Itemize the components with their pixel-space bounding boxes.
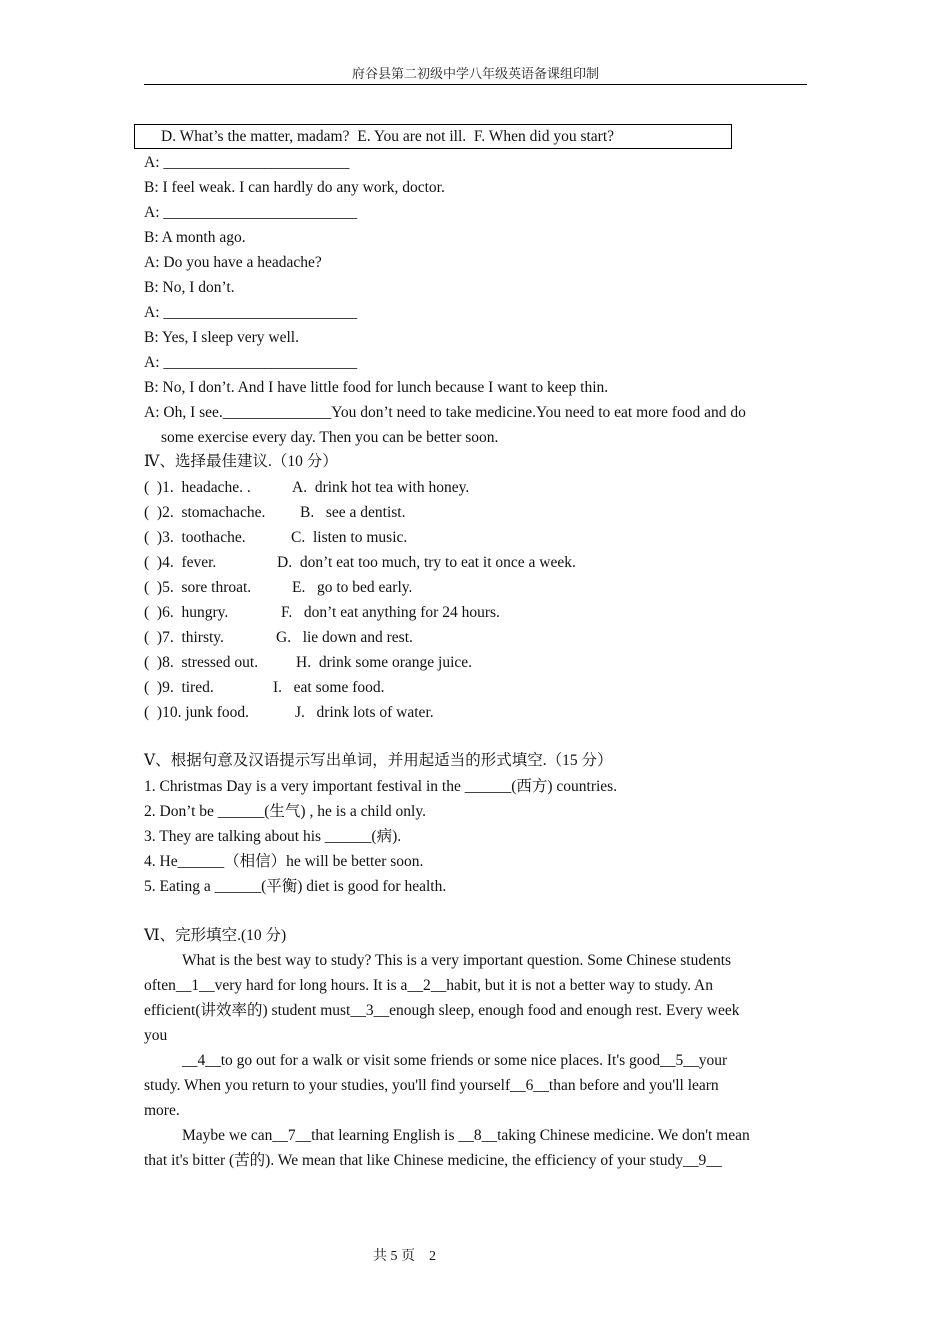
- match-question: ( )10. junk food.: [144, 704, 250, 721]
- fill-item: 5. Eating a ______(平衡) diet is good for health.: [144, 878, 447, 895]
- match-answer: F. don’t eat anything for 24 hours.: [281, 604, 500, 621]
- dialogue-options-box: D. What’s the matter, madam? E. You are not ill. F. When did you start?: [134, 124, 732, 149]
- section4-title: Ⅳ、选择最佳建议.（10 分）: [144, 453, 338, 470]
- match-answer: H. drink some orange juice.: [296, 654, 473, 671]
- dialogue-line: A: _________________________: [144, 204, 358, 221]
- cloze-line: __4__to go out for a walk or visit some friends or some nice places. It's good__5__your: [182, 1052, 728, 1069]
- cloze-line: more.: [144, 1102, 180, 1119]
- match-question: ( )6. hungry.: [144, 604, 229, 621]
- fill-item: 2. Don’t be ______(生气) , he is a child only.: [144, 803, 426, 820]
- match-answer: I. eat some food.: [273, 679, 385, 696]
- dialogue-line: A: _________________________: [144, 304, 358, 321]
- dialogue-line: A: _________________________: [144, 354, 358, 371]
- cloze-line: study. When you return to your studies, you'll find yourself__6__than before and you'll learn: [144, 1077, 719, 1094]
- match-answer: D. don’t eat too much, try to eat it once a week.: [277, 554, 576, 571]
- dialogue-line: some exercise every day. Then you can be better soon.: [161, 429, 499, 446]
- cloze-line: Maybe we can__7__that learning English is __8__taking Chinese medicine. We don't mean: [182, 1127, 750, 1144]
- match-answer: B. see a dentist.: [300, 504, 406, 521]
- match-question: ( )5. sore throat.: [144, 579, 252, 596]
- section5-title: Ⅴ、根据句意及汉语提示写出单词，并用起适当的形式填空.（15 分）: [144, 752, 613, 769]
- dialogue-line: B: I feel weak. I can hardly do any work, doctor.: [144, 179, 445, 196]
- fill-item: 4. He______（相信）he will be better soon.: [144, 853, 424, 870]
- match-answer: A. drink hot tea with honey.: [292, 479, 470, 496]
- cloze-line: that it's bitter (苦的). We mean that like Chinese medicine, the efficiency of your study__9__: [144, 1152, 722, 1169]
- match-answer: G. lie down and rest.: [276, 629, 413, 646]
- match-question: ( )9. tired.: [144, 679, 214, 696]
- cloze-line: you: [144, 1027, 168, 1044]
- dialogue-line: A: ________________________: [144, 154, 350, 171]
- dialogue-line: A: Do you have a headache?: [144, 254, 322, 271]
- dialogue-line: A: Oh, I see.______________You don’t need to take medicine.You need to eat more food and do: [144, 404, 746, 421]
- fill-item: 3. They are talking about his ______(病).: [144, 828, 402, 845]
- match-question: ( )1. headache. .: [144, 479, 251, 496]
- match-answer: E. go to bed early.: [292, 579, 413, 596]
- match-answer: C. listen to music.: [291, 529, 408, 546]
- match-question: ( )3. toothache.: [144, 529, 246, 546]
- cloze-line: What is the best way to study? This is a very important question. Some Chinese students: [182, 952, 732, 969]
- page-footer: 共 5 页 2: [373, 1249, 436, 1264]
- match-answer: J. drink lots of water.: [295, 704, 434, 721]
- fill-item: 1. Christmas Day is a very important festival in the ______(西方) countries.: [144, 778, 618, 795]
- dialogue-line: B: Yes, I sleep very well.: [144, 329, 299, 346]
- cloze-line: often__1__very hard for long hours. It is a__2__habit, but it is not a better way to study. An: [144, 977, 713, 994]
- cloze-line: efficient(讲效率的) student must__3__enough sleep, enough food and enough rest. Every week: [144, 1002, 740, 1019]
- dialogue-line: B: No, I don’t.: [144, 279, 235, 296]
- section6-title: Ⅵ、完形填空.(10 分): [144, 927, 287, 944]
- dialogue-line: B: A month ago.: [144, 229, 246, 246]
- page-header: 府谷县第二初级中学八年级英语备课组印制: [144, 64, 807, 85]
- match-question: ( )7. thirsty.: [144, 629, 224, 646]
- dialogue-line: B: No, I don’t. And I have little food for lunch because I want to keep thin.: [144, 379, 609, 396]
- match-question: ( )2. stomachache.: [144, 504, 266, 521]
- match-question: ( )4. fever.: [144, 554, 217, 571]
- match-question: ( )8. stressed out.: [144, 654, 259, 671]
